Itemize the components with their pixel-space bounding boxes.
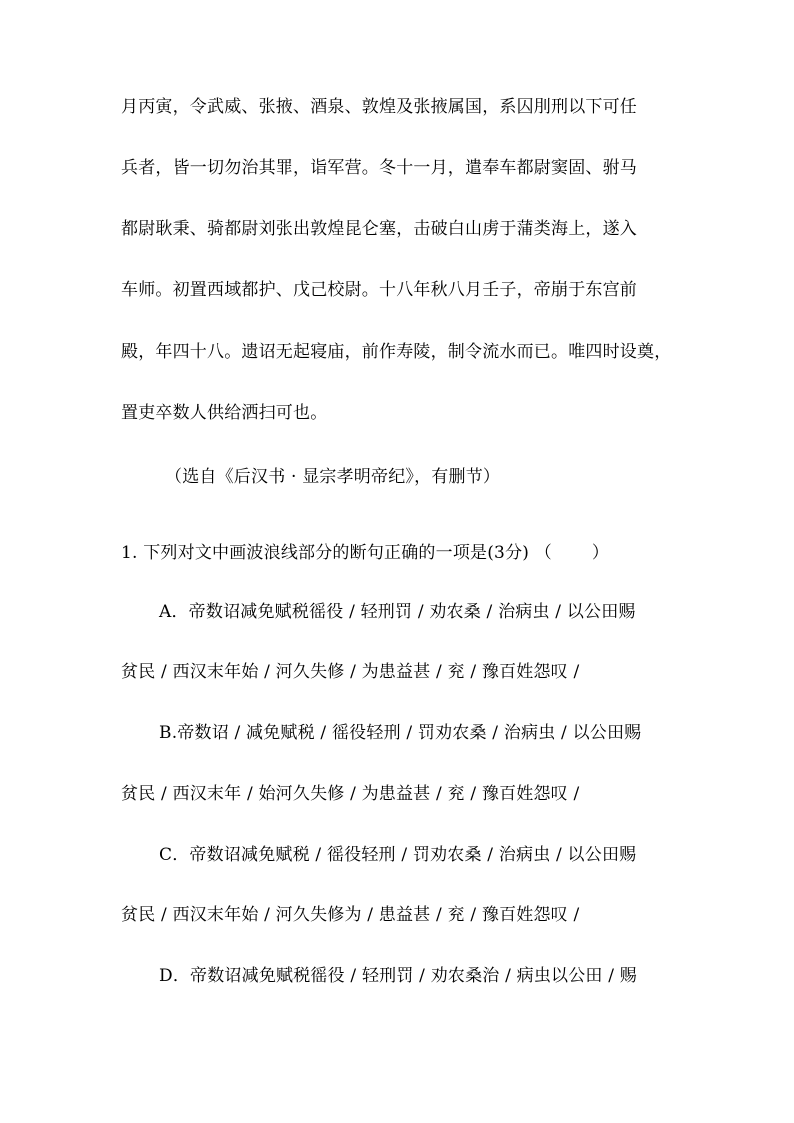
passage-line-4: 车师。初置西域都护、戊己校尉。十八年秋八月壬子，帝崩于东宫前 [121, 280, 637, 300]
option-c-line-1: C．帝数诏减免赋税 / 徭役轻刑 / 罚劝农桑 / 治病虫 / 以公田赐 [159, 845, 637, 865]
passage-source: （选自《后汉书 · 显宗孝明帝纪》，有删节） [165, 467, 501, 487]
passage-line-3: 都尉耿秉、骑都尉刘张出敦煌昆仑塞，击破白山虏于蒲类海上，遂入 [121, 219, 637, 239]
passage-line-6: 置吏卒数人供给洒扫可也。 [121, 403, 328, 423]
question-1-text: 1. 下列对文中画波浪线部分的断句正确的一项是(3分) （ [121, 543, 552, 563]
option-c-line-2: 贫民 / 西汉末年始 / 河久失修为 / 患益甚 / 兖 / 豫百姓怨叹 / [121, 905, 580, 925]
option-b-line-1: B.帝数诏 / 减免赋税 / 徭役轻刑 / 罚劝农桑 / 治病虫 / 以公田赐 [159, 723, 642, 743]
question-1-paren-close: ） [591, 543, 610, 563]
option-a-line-1: A．帝数诏减免赋税徭役 / 轻刑罚 / 劝农桑 / 治病虫 / 以公田赐 [159, 602, 636, 622]
question-1-stem [0, 538, 794, 568]
option-b-line-2: 贫民 / 西汉末年 / 始河久失修 / 为患益甚 / 兖 / 豫百姓怨叹 / [121, 784, 580, 804]
passage-line-5: 殿，年四十八。遗诏无起寝庙，前作寿陵，制令流水而已。唯四时设奠， [121, 342, 672, 362]
option-a-line-2: 贫民 / 西汉末年始 / 河久失修 / 为患益甚 / 兖 / 豫百姓怨叹 / [121, 662, 580, 682]
passage-line-1: 月丙寅，令武威、张掖、酒泉、敦煌及张掖属国，系囚刖刑以下可任 [121, 97, 637, 117]
option-d-line-1: D．帝数诏减免赋税徭役 / 轻刑罚 / 劝农桑治 / 病虫以公田 / 赐 [159, 966, 637, 986]
passage-line-2: 兵者，皆一切勿治其罪，诣军营。冬十一月，遣奉车都尉窦固、驸马 [121, 158, 637, 178]
